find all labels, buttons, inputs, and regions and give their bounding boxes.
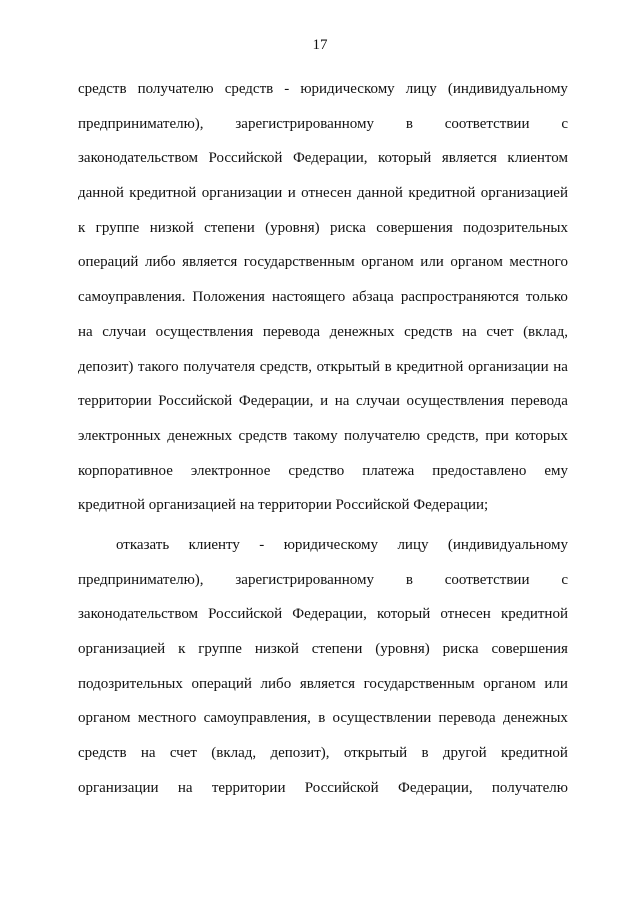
word: Федерации, [398,779,473,796]
word: отказать [116,536,170,553]
word: корпоративное [78,462,173,479]
word: (индивидуальному [447,536,568,553]
word: Российской [158,393,233,410]
word: лицу [405,81,437,97]
word: подозрительных [78,675,183,692]
word: юридическому [300,81,395,97]
word: является [441,150,497,167]
word: средств [224,81,274,97]
text-line [78,454,568,489]
word: средств [78,81,127,97]
word: совершения [491,641,568,657]
word: степени [311,641,363,657]
text-line [78,280,568,315]
word: самоуправления. [78,289,186,306]
word: с [561,115,568,132]
word: в [384,358,392,375]
word: получателю [344,427,421,444]
word: Федерации, [292,606,367,623]
word: (вклад, [211,745,257,762]
word: органом [450,254,503,271]
word: средств, [259,358,312,375]
text-line [78,597,568,632]
word: зарегистрированному [235,571,375,588]
word: денежных [329,323,395,340]
paragraph [78,528,568,806]
word: - [284,81,290,97]
word: местного [137,710,197,727]
word: кредитной [500,745,568,762]
word: риска [442,641,479,657]
word: депозит) [78,358,134,375]
word: осуществления [155,323,254,340]
word: в [405,115,413,132]
word: группе [95,219,140,236]
word: клиентом [507,150,568,167]
word: средств [404,323,453,340]
word: случаи [356,393,400,410]
text-line [78,528,568,563]
word: территории [78,393,152,410]
word: низкой [149,219,194,236]
word: электронных [78,427,161,444]
word: на [553,358,568,375]
word: который [378,150,432,167]
text-line [78,245,568,280]
word: электронное [190,462,271,479]
text-line [78,736,568,771]
word: получателя [183,358,256,375]
text-line [78,563,568,598]
word: лицу [397,536,429,553]
text-line [78,107,568,142]
word: получателю [491,779,568,796]
word: организации [78,779,159,796]
word: самоуправления, [203,710,311,727]
word: или [420,254,444,271]
word: кредитной [408,185,476,202]
word: операций [191,675,252,692]
word: который [376,606,431,623]
word: на [177,779,193,796]
page-number: 17 [312,37,328,53]
word: предпринимателю), [78,115,204,132]
word: отнесен [440,606,491,623]
text-line [78,350,568,385]
word: случаи [102,323,147,340]
word: депозит), [270,745,330,762]
word: организацией [78,641,166,657]
word: в [405,571,413,588]
word: является [182,254,238,271]
word: подозрительных [463,219,568,236]
body-text [78,72,568,805]
text-line [78,176,568,211]
word: органом [361,254,414,271]
word: Положения [192,289,265,306]
word: либо [260,675,292,692]
word: на [462,323,477,340]
word: которых [515,427,568,444]
word: Российской [208,606,283,623]
word: законодательством [78,606,199,623]
word: средств [238,427,288,444]
word: перевода [438,710,496,727]
word: организации [468,358,549,375]
word: отнесен [301,185,352,202]
text-line [78,488,568,523]
word: платежа [362,462,415,479]
word: или [544,675,568,692]
word: средств, [426,427,479,444]
word: местного [509,254,568,271]
word: на [140,745,156,762]
word: средство [288,462,345,479]
word: Федерации, [292,150,368,167]
word: органом [483,675,536,692]
word: на [334,393,350,410]
word: Федерации, [238,393,314,410]
word: риска [330,219,366,236]
word: другой [442,745,487,762]
word: такого [137,358,179,375]
word: организацией [480,185,568,202]
word: и [320,393,329,410]
text-line [78,632,568,667]
word: денежных [167,427,233,444]
word: кредитной [500,606,568,623]
word: осуществления [406,393,505,410]
word: клиенту [188,536,240,553]
word: Российской [304,779,379,796]
word: средств [78,745,127,762]
word: настоящего [271,289,346,306]
word: совершения [376,219,453,236]
word: территории [211,779,286,796]
word: является [299,675,355,692]
word: перевода [510,393,568,410]
word: и [287,185,296,202]
text-line [78,72,568,107]
word: данной [357,185,403,202]
word: на [78,323,93,340]
word: (индивидуальному [447,81,568,97]
word: счет [169,745,197,762]
word: открытый [316,358,381,375]
word: в [318,710,326,727]
text-line [78,141,568,176]
word: предпринимателю), [78,571,204,588]
word: только [525,289,568,306]
word: кредитной [129,185,197,202]
paragraph [78,72,568,523]
text-line [78,771,568,806]
word: данной [78,185,124,202]
word: зарегистрированному [235,115,375,132]
word: такому [293,427,338,444]
word: распространяются [400,289,519,306]
word: Российской [208,150,283,167]
word: в [421,745,429,762]
text-line [78,315,568,350]
word: либо [144,254,176,271]
word: - [259,536,265,553]
word: открытый [343,745,408,762]
word: предоставлено [432,462,527,479]
text-line [78,701,568,736]
word: кредитной [396,358,464,375]
word: соответствии [444,571,530,588]
word: счет [486,323,514,340]
word: организации [201,185,283,202]
word: (уровня) [375,641,430,657]
word: к [178,641,186,657]
word: юридическому [283,536,379,553]
word: законодательством [78,150,199,167]
word: с [561,571,568,588]
word: операций [78,254,139,271]
text-line [78,384,568,419]
word: при [485,427,509,444]
text-line [78,211,568,246]
word: низкой [254,641,299,657]
word: степени [204,219,255,236]
word: соответствии [444,115,530,132]
word: денежных [502,710,568,727]
word: государственным [243,254,355,271]
text-line [78,419,568,454]
text-line [78,667,568,702]
word: осуществлении [332,710,432,727]
text-line-content: кредитной организацией на территории Российской Федерации; [78,497,489,514]
word: абзаца [352,289,394,306]
word: ему [544,462,568,479]
word: органом [78,710,131,727]
word: группе [198,641,242,657]
word: (вклад, [523,323,568,340]
word: перевода [262,323,321,340]
word: (уровня) [265,219,320,236]
word: к [78,219,86,236]
word: государственным [363,675,475,692]
word: получателю [137,81,214,97]
